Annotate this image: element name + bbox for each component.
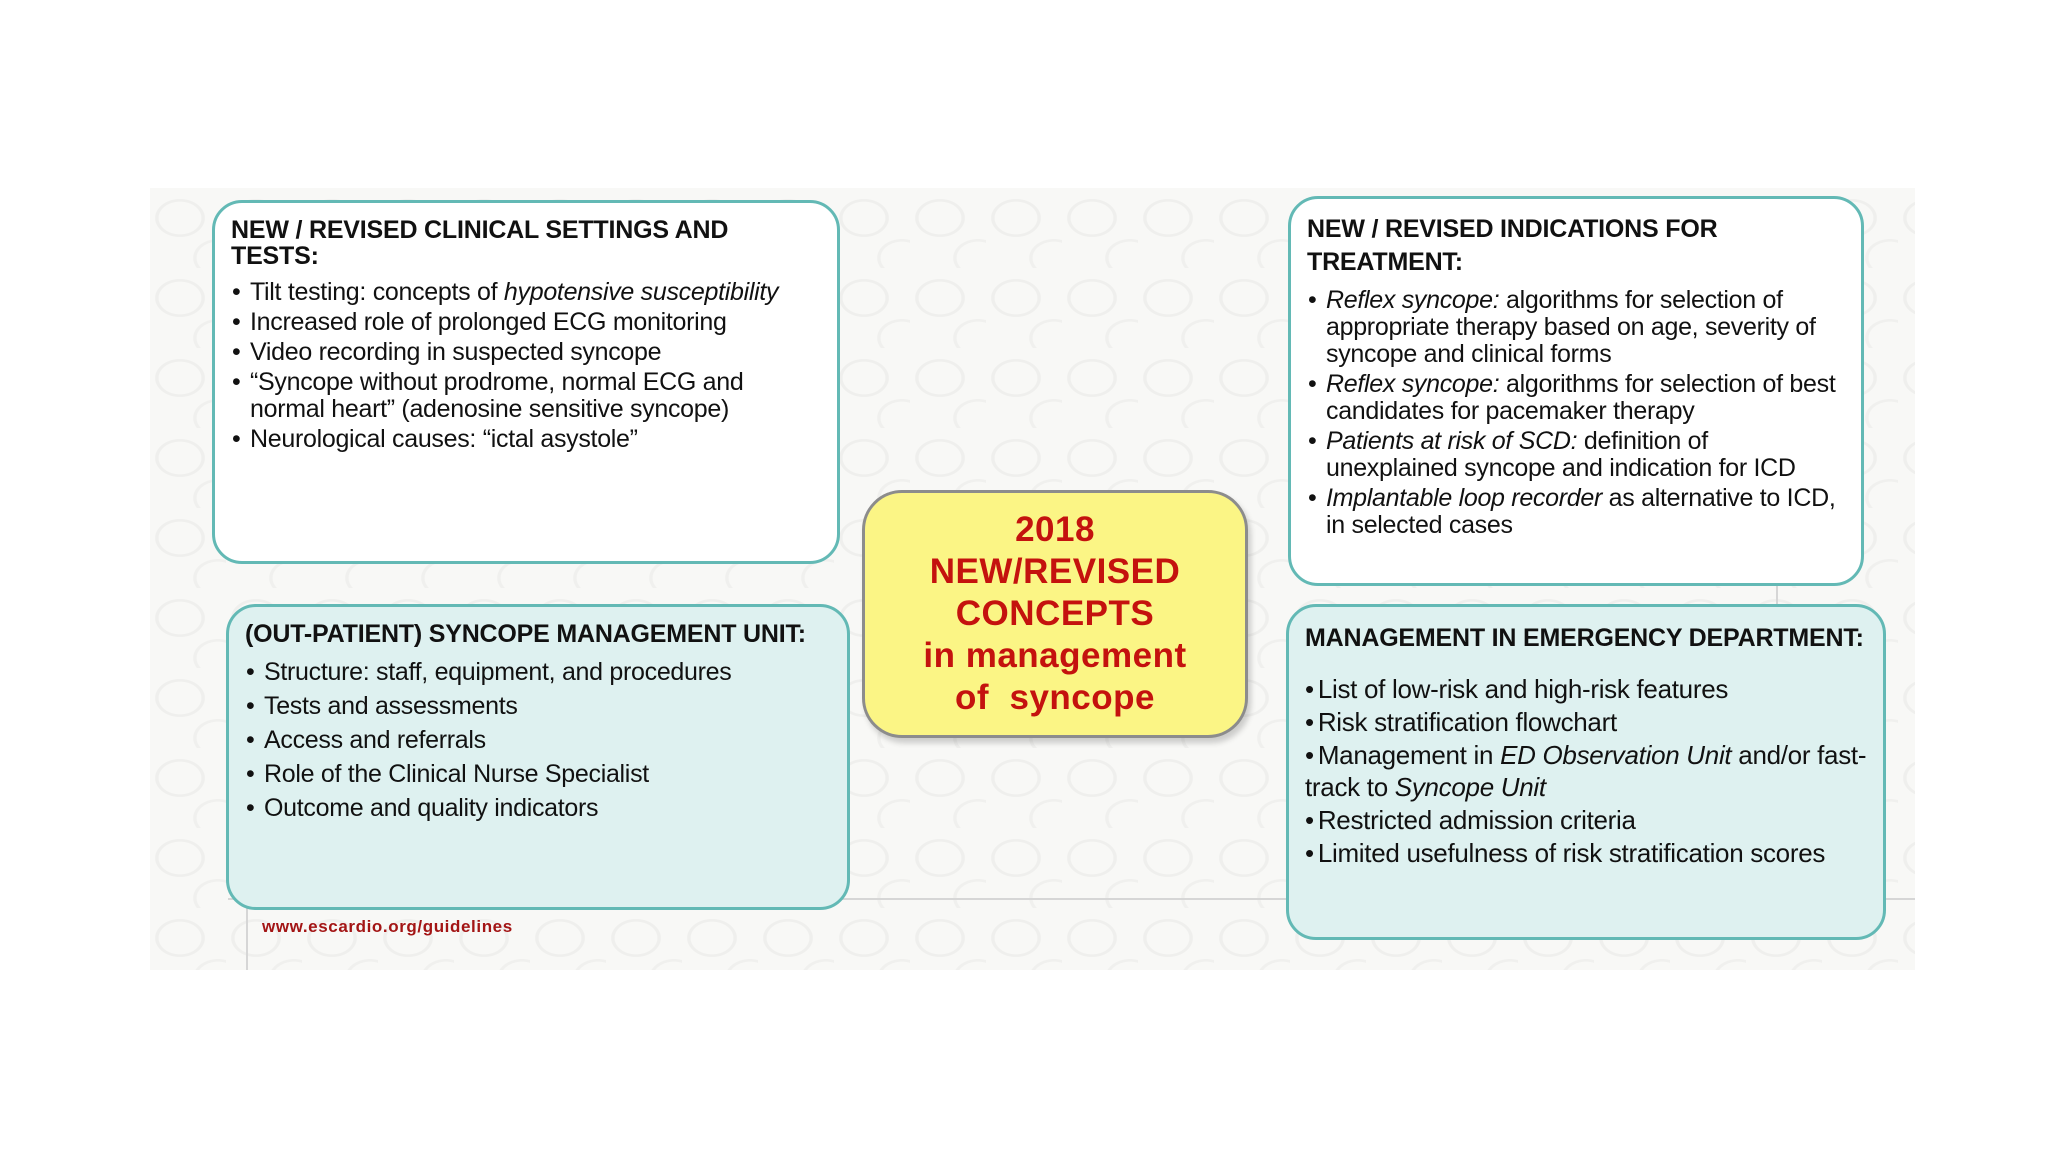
emergency-department-title: MANAGEMENT IN EMERGENCY DEPARTMENT:: [1305, 624, 1864, 652]
concept-line-year: 2018: [1015, 510, 1095, 549]
emergency-department-list: [1305, 673, 1867, 869]
list-item: • Limited usefulness of risk stratification scores: [1305, 837, 1867, 869]
syncope-unit-list: [245, 657, 831, 824]
syncope-unit-box: [226, 604, 850, 910]
clinical-settings-title: NEW / REVISED CLINICAL SETTINGS AND TESTS:: [231, 216, 729, 270]
list-item: • Outcome and quality indicators: [245, 793, 831, 824]
treatment-indications-box: [1288, 196, 1864, 586]
clinical-settings-list: [231, 279, 821, 453]
list-item: • Tilt testing: concepts of hypotensive susceptibility: [231, 279, 821, 306]
concept-line-new-revised: NEW/REVISED: [929, 552, 1181, 591]
list-item: • Implantable loop recorder as alternative to ICD, in selected cases: [1307, 485, 1845, 539]
list-item: • List of low-risk and high-risk features: [1305, 673, 1867, 705]
list-item: • “Syncope without prodrome, normal ECG and normal heart” (adenosine sensitive syncope): [231, 369, 821, 423]
list-item: • Structure: staff, equipment, and procedures: [245, 657, 831, 688]
treatment-indications-title: NEW / REVISED INDICATIONS FOR TREATMENT:: [1307, 215, 1718, 276]
central-concept-box: [862, 490, 1248, 738]
list-item: • Patients at risk of SCD: definition of unexplained syncope and indication for ICD: [1307, 428, 1845, 482]
concept-line-management: in management: [923, 636, 1187, 675]
list-item: • Risk stratification flowchart: [1305, 706, 1867, 738]
list-item: • Reflex syncope: algorithms for selection of best candidates for pacemaker therapy: [1307, 371, 1845, 425]
syncope-unit-title: (OUT-PATIENT) SYNCOPE MANAGEMENT UNIT:: [245, 620, 806, 648]
list-item: • Neurological causes: “ictal asystole”: [231, 426, 821, 453]
list-item: • Access and referrals: [245, 725, 831, 756]
clinical-settings-box: [212, 200, 840, 564]
list-item: • Management in ED Observation Unit and/or fast-track to Syncope Unit: [1305, 739, 1867, 803]
list-item: • Role of the Clinical Nurse Specialist: [245, 759, 831, 790]
concept-line-concepts: CONCEPTS: [955, 594, 1155, 633]
concept-line-syncope: of syncope: [955, 678, 1155, 717]
list-item: • Video recording in suspected syncope: [231, 339, 821, 366]
left-rule: [246, 900, 248, 970]
treatment-indications-list: [1307, 287, 1845, 539]
guidelines-url: www.escardio.org/guidelines: [262, 917, 513, 936]
emergency-department-box: [1286, 604, 1886, 940]
list-item: • Increased role of prolonged ECG monitoring: [231, 309, 821, 336]
list-item: • Reflex syncope: algorithms for selection of appropriate therapy based on age, severity of syncope and clinical forms: [1307, 287, 1845, 368]
list-item: • Restricted admission criteria: [1305, 804, 1867, 836]
list-item: • Tests and assessments: [245, 691, 831, 722]
